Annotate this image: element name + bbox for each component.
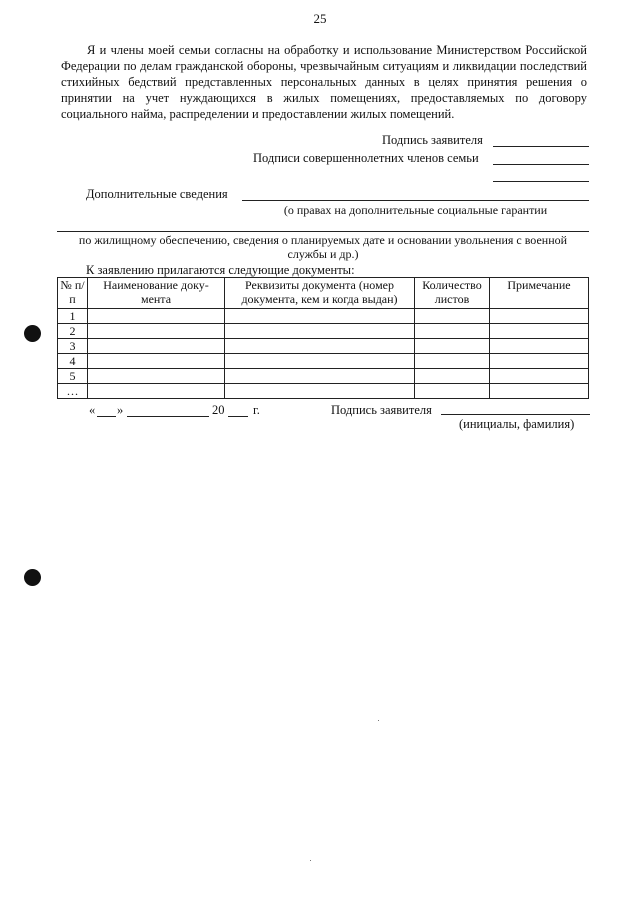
additional-info-line[interactable] [242,200,589,201]
family-signature-line-2[interactable] [493,181,589,182]
applicant-signature-line[interactable] [493,146,589,147]
date-close-quote: » [117,403,124,417]
table-row [58,354,589,369]
cell-requisites[interactable] [225,384,415,399]
additional-info-note-1: (о правах на дополнительные социальные гарантии [283,203,548,217]
cell-notes[interactable] [490,339,589,354]
date-open-quote: « [89,403,96,417]
punch-hole-2 [24,569,41,586]
initials-note: (инициалы, фамилия) [459,417,575,431]
row-number: 2 [58,324,88,339]
additional-info-line-2[interactable] [57,231,589,232]
column-header-name: Наименование доку-мента [88,278,225,309]
table-row [58,384,589,399]
cell-requisites[interactable] [225,324,415,339]
footer-signature-label: Подпись заявителя [331,403,432,417]
column-header-requisites: Реквизиты документа (номер документа, кем и когда выдан) [225,278,415,309]
cell-requisites[interactable] [225,309,415,324]
family-signature-line-1[interactable] [493,164,589,165]
cell-sheets[interactable] [415,384,490,399]
cell-name[interactable] [88,309,225,324]
table-header-row [58,278,589,309]
row-number: 4 [58,354,88,369]
cell-requisites[interactable] [225,354,415,369]
column-header-notes: Примечание [490,278,589,309]
cell-notes[interactable] [490,309,589,324]
cell-sheets[interactable] [415,339,490,354]
family-signatures-label: Подписи совершеннолетних членов семьи [253,151,479,165]
additional-info-note-2: по жилищному обеспечению, сведения о планируемых дате и основании увольнения с военной [78,233,568,247]
cell-name[interactable] [88,384,225,399]
cell-name[interactable] [88,324,225,339]
date-year-line[interactable] [228,416,248,417]
cell-notes[interactable] [490,369,589,384]
date-day-line[interactable] [97,416,116,417]
additional-info-note-3: службы и др.) [287,247,359,261]
cell-name[interactable] [88,339,225,354]
cell-sheets[interactable] [415,354,490,369]
attachments-title: К заявлению прилагаются следующие документы: [86,263,355,277]
column-header-number: № п/п [58,278,88,309]
cell-sheets[interactable] [415,369,490,384]
cell-name[interactable] [88,354,225,369]
table-row [58,369,589,384]
cell-notes[interactable] [490,354,589,369]
date-year-suffix: г. [253,403,260,417]
table-row [58,339,589,354]
date-year-prefix: 20 [212,403,225,417]
table-row [58,309,589,324]
page-number: 25 [313,11,327,26]
row-number: 3 [58,339,88,354]
cell-notes[interactable] [490,384,589,399]
footer-signature-line[interactable] [441,414,590,415]
cell-sheets[interactable] [415,324,490,339]
table-row [58,324,589,339]
cell-notes[interactable] [490,324,589,339]
scan-speck [378,720,379,721]
applicant-signature-label: Подпись заявителя [382,133,483,147]
cell-name[interactable] [88,369,225,384]
scan-speck [310,860,311,861]
punch-hole-1 [24,325,41,342]
row-number: 1 [58,309,88,324]
row-number: … [58,384,88,399]
additional-info-label: Дополнительные сведения [86,187,228,201]
cell-requisites[interactable] [225,339,415,354]
consent-paragraph: Я и члены моей семьи согласны на обработку и использование Министерством Российской Федерации по делам гражданской обороны, чрезвычайным ситуациям и ликвидации последствий стихийных бедствий представленных персональных данных в целях принятия решения о принятии на учет нуждающихся в жилых помещениях, предоставляемых по договору социального найма, распределении и предоставлении жилых помещений. [61,43,587,121]
cell-requisites[interactable] [225,369,415,384]
cell-sheets[interactable] [415,309,490,324]
date-month-line[interactable] [127,416,209,417]
row-number: 5 [58,369,88,384]
documents-table [57,277,589,399]
column-header-sheets: Количество листов [415,278,490,309]
